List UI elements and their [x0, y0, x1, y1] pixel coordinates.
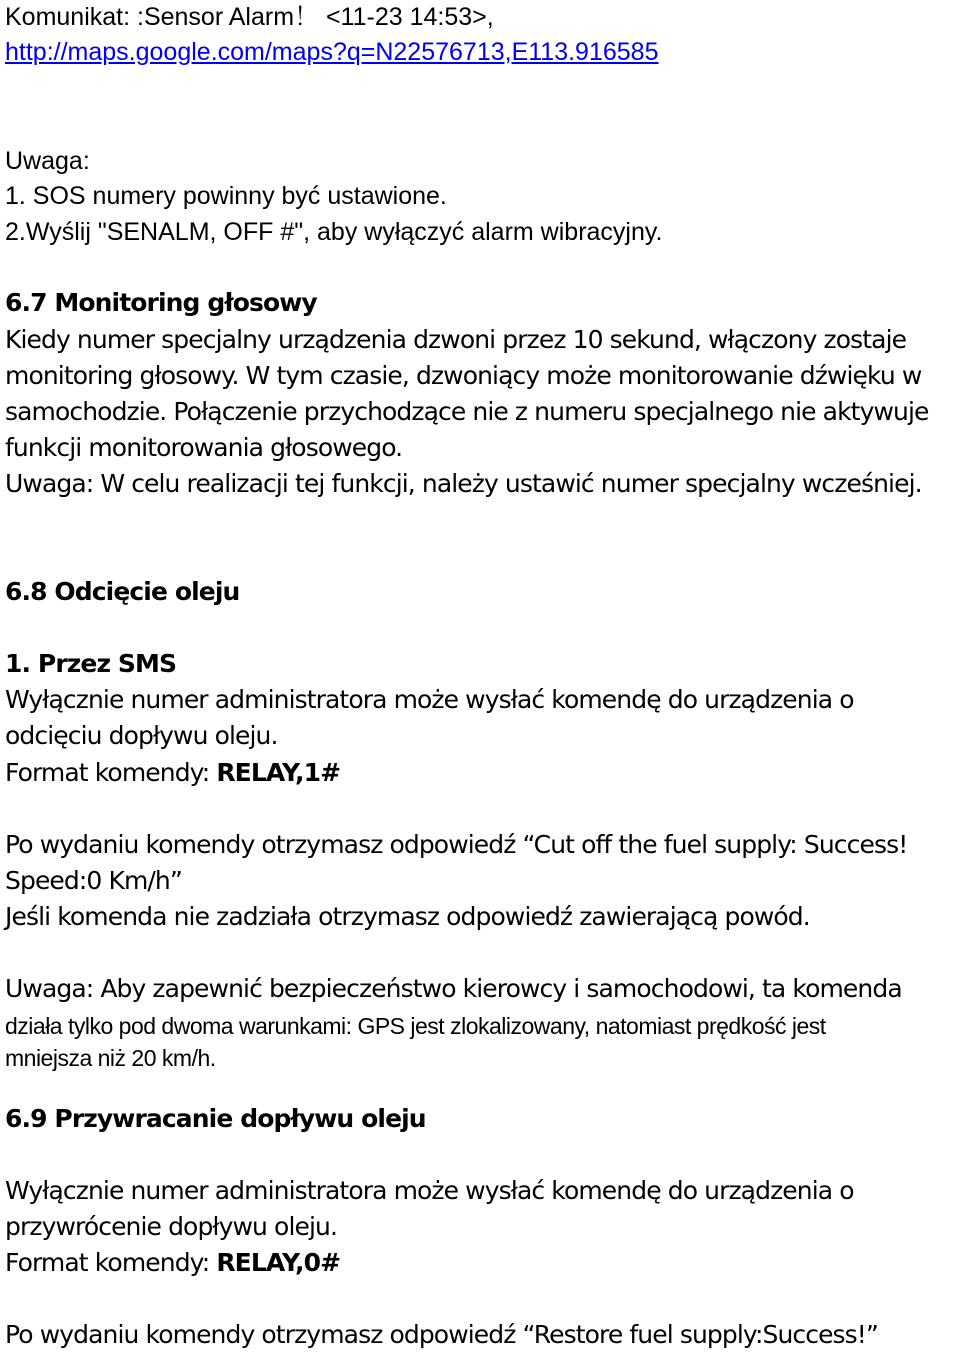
section-6-7-note: Uwaga: W celu realizacji tej funkcji, należy ustawić numer specjalny wcześniej. [5, 469, 922, 498]
section-6-8-note-1: Uwaga: Aby zapewnić bezpieczeństwo kierowcy i samochodowi, ta komenda [5, 974, 902, 1003]
section-6-8-note-3: mniejsza niż 20 km/h. [5, 1045, 216, 1071]
section-6-9-format [5, 1248, 340, 1278]
section-6-9-heading: 6.9 Przywracanie dopływu oleju [5, 1104, 426, 1133]
section-6-8-heading: 6.8 Odcięcie oleju [5, 577, 240, 606]
section-6-9-line-1: Wyłącznie numer administratora może wysłać komendę do urządzenia o [5, 1176, 854, 1205]
section-6-8-line-1: Wyłącznie numer administratora może wysłać komendę do urządzenia o [5, 685, 854, 714]
sensor-alarm-message: Komunikat: :Sensor Alarm！ <11-23 14:53>, [5, 3, 494, 31]
format-label: Format komendy: [5, 1248, 217, 1277]
section-6-8-format [5, 758, 340, 788]
section-6-8-reply-3: Jeśli komenda nie zadziała otrzymasz odpowiedź zawierającą powód. [5, 902, 810, 931]
maps-link-line [5, 37, 658, 67]
section-6-7-line-4: funkcji monitorowania głosowego. [5, 433, 403, 462]
section-6-8-reply-2: Speed:0 Km/h” [5, 866, 182, 895]
section-6-7-line-2: monitoring głosowy. W tym czasie, dzwoniący może monitorowanie dźwięku w [5, 361, 922, 390]
section-6-7-heading: 6.7 Monitoring głosowy [5, 288, 317, 317]
google-maps-link[interactable]: http://maps.google.com/maps?q=N22576713,E113.916585 [5, 38, 659, 66]
section-6-7-line-3: samochodzie. Połączenie przychodzące nie z numeru specjalnego nie aktywuje [5, 397, 929, 426]
section-6-8-note-2: działa tylko pod dwoma warunkami: GPS jest zlokalizowany, natomiast prędkość jest [5, 1013, 826, 1039]
format-command: RELAY,0# [216, 1248, 341, 1277]
section-6-9-line-2: przywrócenie dopływu oleju. [5, 1212, 338, 1241]
section-6-8-reply-1: Po wydaniu komendy otrzymasz odpowiedź “Cut off the fuel supply: Success! [5, 830, 908, 859]
section-6-8-line-2: odcięciu dopływu oleju. [5, 721, 278, 750]
uwaga-item-1: 1. SOS numery powinny być ustawione. [5, 182, 447, 210]
uwaga-item-2: 2.Wyślij "SENALM, OFF #", aby wyłączyć alarm wibracyjny. [5, 218, 663, 246]
format-label: Format komendy: [5, 758, 217, 787]
section-6-9-reply: Po wydaniu komendy otrzymasz odpowiedź “Restore fuel supply:Success!” [5, 1320, 878, 1349]
section-6-8-subheading: 1. Przez SMS [5, 649, 177, 678]
format-command: RELAY,1# [216, 758, 341, 787]
section-6-7-line-1: Kiedy numer specjalny urządzenia dzwoni przez 10 sekund, włączony zostaje [5, 325, 907, 354]
uwaga-title: Uwaga: [5, 147, 90, 175]
